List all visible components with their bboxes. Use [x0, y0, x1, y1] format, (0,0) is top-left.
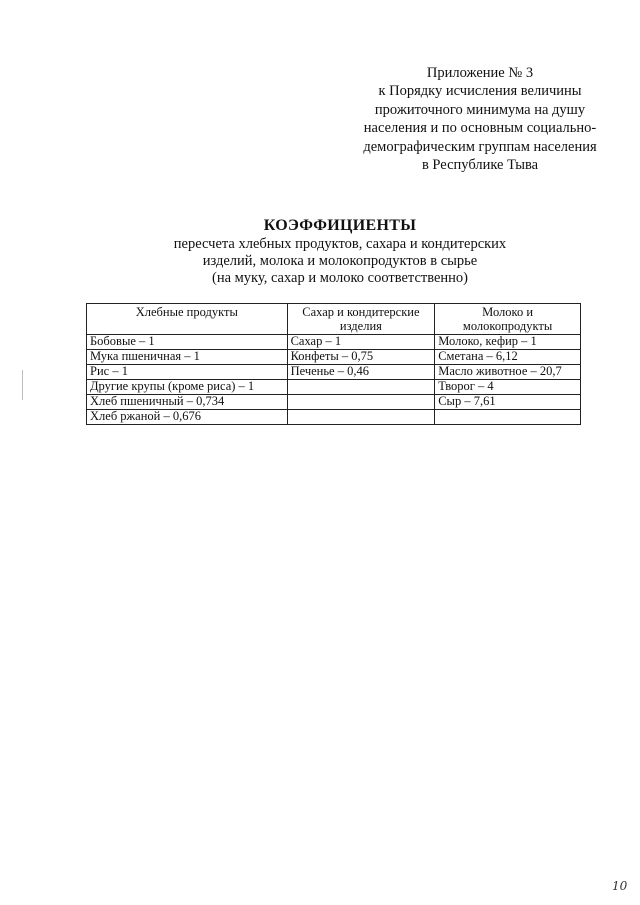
table-row	[87, 410, 581, 425]
header-line: изделия	[339, 318, 382, 333]
table-row	[87, 350, 581, 365]
document-subtitle-line: изделий, молока и молокопродуктов в сырье	[202, 253, 478, 270]
margin-scan-mark	[22, 370, 23, 400]
header-bread-products	[87, 304, 288, 335]
table-cell: Рис – 1	[87, 365, 288, 380]
table-row	[87, 335, 581, 350]
appendix-line: населения и по основным социально-	[363, 120, 597, 137]
table-row	[87, 395, 581, 410]
header-line: Молоко и	[482, 305, 534, 319]
page-number: 10	[612, 879, 628, 893]
table-cell	[287, 410, 435, 425]
coefficients-table	[86, 303, 581, 425]
table-cell: Молоко, кефир – 1	[435, 335, 581, 350]
appendix-line: к Порядку исчисления величины	[378, 83, 582, 100]
table-cell: Масло животное – 20,7	[435, 365, 581, 380]
table-cell	[435, 410, 581, 425]
table-cell: Сахар – 1	[287, 335, 435, 350]
table-cell: Сметана – 6,12	[435, 350, 581, 365]
table-cell: Творог – 4	[435, 380, 581, 395]
document-subtitle-line: (на муку, сахар и молоко соответственно)	[211, 270, 469, 287]
table-cell: Хлеб ржаной – 0,676	[87, 410, 288, 425]
appendix-line: демографическим группам населения	[363, 138, 597, 155]
table-header-row	[87, 304, 581, 335]
table-cell: Другие крупы (кроме риса) – 1	[87, 380, 288, 395]
header-line: молокопродукты	[462, 318, 553, 333]
table-cell: Конфеты – 0,75	[287, 350, 435, 365]
header-milk-products	[435, 304, 581, 335]
table-row	[87, 380, 581, 395]
table-cell	[287, 380, 435, 395]
table-cell: Сыр – 7,61	[435, 395, 581, 410]
table-cell	[287, 395, 435, 410]
appendix-line: Приложение № 3	[426, 65, 534, 81]
document-heading	[120, 216, 560, 288]
table-cell: Бобовые – 1	[87, 335, 288, 350]
header-sugar-confectionery	[287, 304, 435, 335]
appendix-block	[345, 64, 615, 174]
table-cell: Печенье – 0,46	[287, 365, 435, 380]
appendix-line: в Республике Тыва	[421, 157, 539, 174]
document-subtitle-line: пересчета хлебных продуктов, сахара и кондитерских	[173, 236, 507, 252]
header-line: Хлебные продукты	[135, 305, 238, 319]
header-line: Сахар и кондитерские	[302, 305, 420, 319]
appendix-line: прожиточного минимума на душу	[374, 101, 586, 118]
table-cell: Мука пшеничная – 1	[87, 350, 288, 365]
table-cell: Хлеб пшеничный – 0,734	[87, 395, 288, 410]
document-title: КОЭФФИЦИЕНТЫ	[263, 217, 417, 234]
table-row	[87, 365, 581, 380]
